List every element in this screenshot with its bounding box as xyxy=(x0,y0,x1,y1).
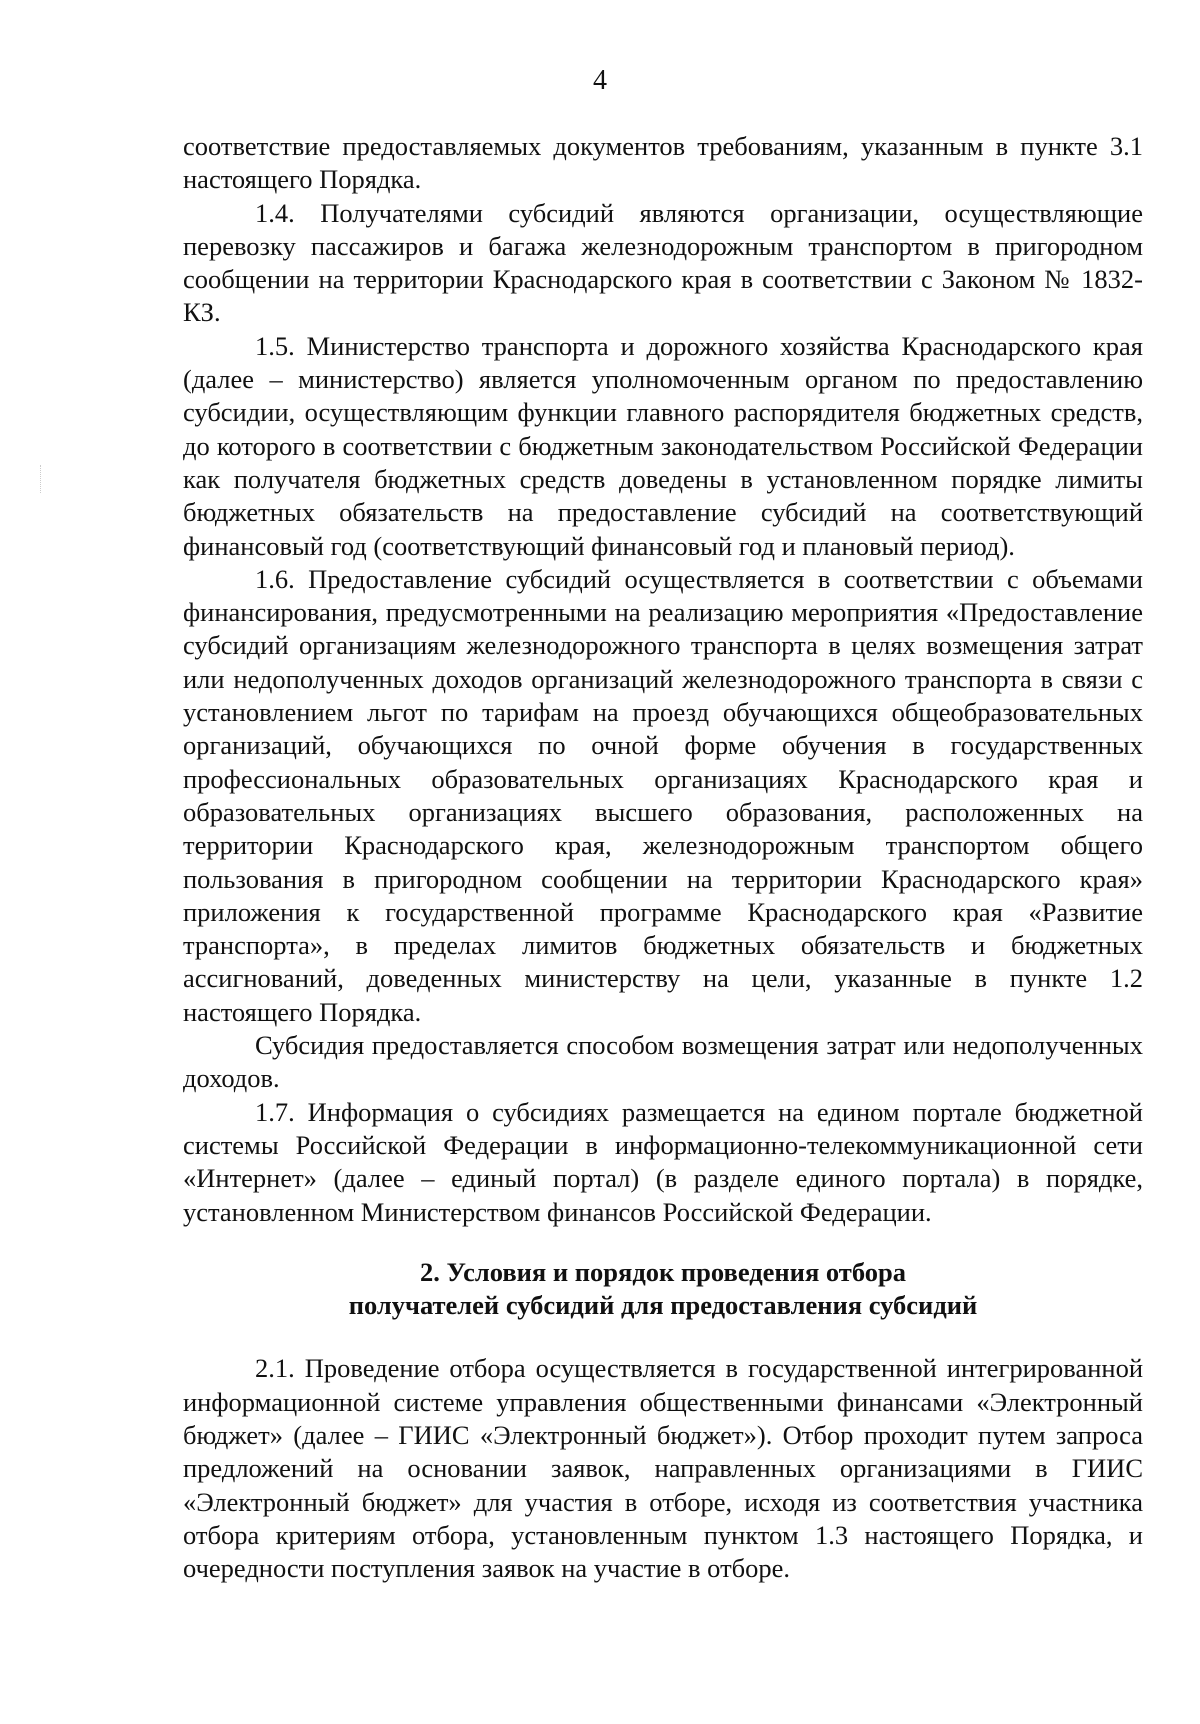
section-2-heading-line-1: 2. Условия и порядок проведения отбора xyxy=(420,1256,906,1287)
paragraph-1-5: 1.5. Министерство транспорта и дорожного хозяйства Краснодарского края (далее – министерство) является уполномоченным органом по предоставлению субсидии, осуществляющим функции главного распорядителя бюджетных средств, до которого в соответствии с бюджетным законодательством Российской Федерации как получателя бюджетных средств доведены в установленном порядке лимиты бюджетных обязательств на предоставление субсидий на соответствующий финансовый год (соответствующий финансовый год и плановый период). xyxy=(183,330,1143,561)
document-body xyxy=(183,130,1143,1585)
paragraph-continuation: соответствие предоставляемых документов требованиям, указанным в пункте 3.1 настоящего Порядка. xyxy=(183,131,1143,195)
paragraph-1-4: 1.4. Получателями субсидий являются организации, осуществляющие перевозку пассажиров и багажа железнодорожным транспортом в пригородном сообщении на территории Краснодарского края в соответствии с Законом № 1832-КЗ. xyxy=(183,197,1143,328)
scan-artifact xyxy=(40,465,45,493)
paragraph-2-1: 2.1. Проведение отбора осуществляется в государственной интегрированной информационной системе управления общественными финансами «Электронный бюджет» (далее – ГИИС «Электронный бюджет»). Отбор проходит путем запроса предложений на основании заявок, направленных организациями в ГИИС «Электронный бюджет» для участия в отборе, исходя из соответствия участника отбора критериям отбора, установленным пунктом 1.3 настоящего Порядка, и очередности поступления заявок на участие в отборе. xyxy=(183,1353,1143,1584)
paragraph-1-6-subsidy-method: Субсидия предоставляется способом возмещения затрат или недополученных доходов. xyxy=(183,1030,1143,1094)
page-number: 4 xyxy=(593,65,607,96)
section-2-heading-line-2: получателей субсидий для предоставления субсидий xyxy=(348,1290,978,1321)
paragraph-1-6: 1.6. Предоставление субсидий осуществляется в соответствии с объемами финансирования, предусмотренными на реализацию мероприятия «Предоставление субсидий организациям железнодорожного транспорта в целях возмещения затрат или недополученных доходов организаций железнодорожного транспорта в связи с установлением льгот по тарифам на проезд обучающихся общеобразовательных организаций, обучающихся по очной форме обучения в государственных профессиональных образовательных организациях Краснодарского края и образовательных организациях высшего образования, расположенных на территории Краснодарского края, железнодорожным транспортом общего пользования в пригородном сообщении на территории Краснодарского края» приложения к государственной программе Краснодарского края «Развитие транспорта», в пределах лимитов бюджетных обязательств и бюджетных ассигнований, доведенных министерству на цели, указанные в пункте 1.2 настоящего Порядка. xyxy=(183,563,1143,1027)
paragraph-1-7: 1.7. Информация о субсидиях размещается на едином портале бюджетной системы Российской Федерации в информационно-телекоммуникационной сети «Интернет» (далее – единый портал) (в разделе единого портала) в порядке, установленном Министерством финансов Российской Федерации. xyxy=(183,1096,1143,1227)
